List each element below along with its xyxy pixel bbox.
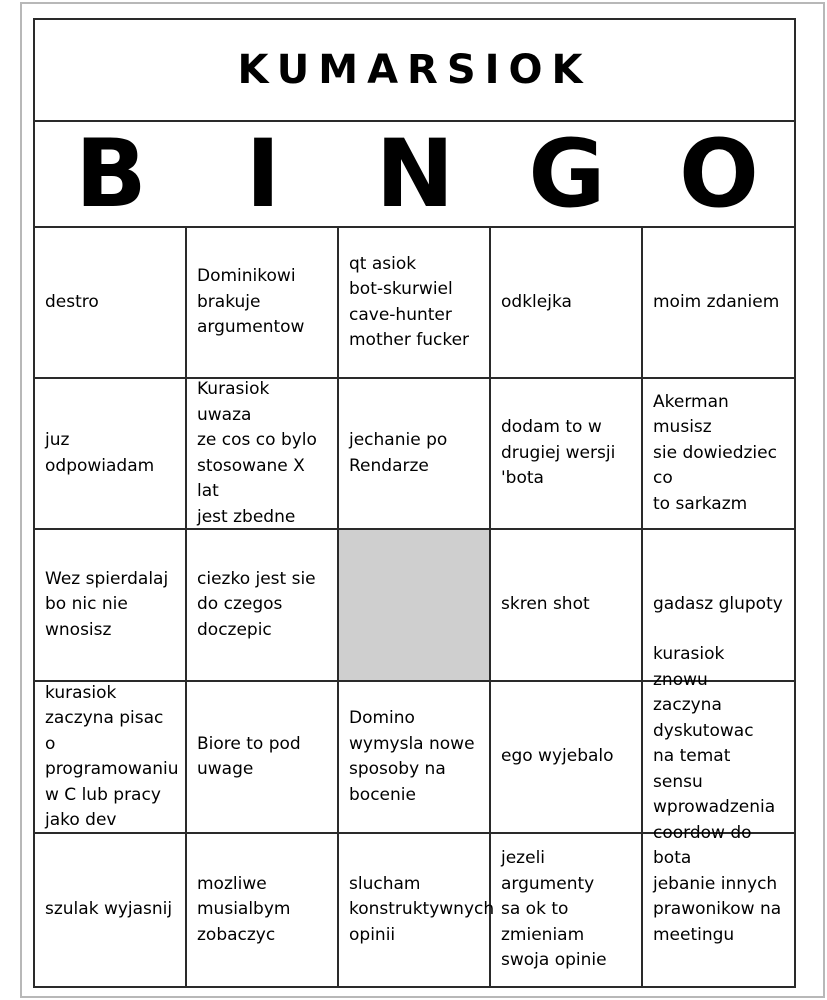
- bingo-cell-text: ego wyjebalo: [501, 746, 614, 767]
- bingo-board: [33, 18, 796, 988]
- bingo-cell-text: dodam to w drugiej wersji 'bota: [501, 417, 616, 489]
- bingo-cell-text: juz odpowiadam: [45, 430, 155, 476]
- letter-n: N: [375, 120, 455, 229]
- bingo-cell[interactable]: [339, 834, 495, 986]
- bingo-cell-text: slucham konstruktywnych opinii: [349, 873, 495, 945]
- bingo-cell-text: jebanie innych prawonikow na meetingu: [653, 873, 782, 945]
- bingo-cell-text: Wez spierdalaj bo nic nie wnosisz: [45, 568, 169, 640]
- board-title: KUMARSIOK: [237, 47, 592, 93]
- bingo-cell-text: odklejka: [501, 291, 572, 312]
- bingo-cell[interactable]: [643, 228, 794, 379]
- bingo-cell[interactable]: [187, 530, 339, 682]
- bingo-cell-text: kurasiok znowu zaczyna dyskutowac na temat sensu wprowadzenia coordow do bota: [653, 644, 776, 869]
- bingo-cell-text: skren shot: [501, 594, 590, 615]
- bingo-cell-text: mozliwe musialbym zobaczyc: [197, 873, 291, 945]
- bingo-cell-text: ciezko jest sie do czegos doczepic: [197, 568, 316, 640]
- letter-o: O: [679, 120, 759, 229]
- bingo-cell[interactable]: [491, 834, 643, 986]
- bingo-cell[interactable]: [187, 228, 339, 379]
- bingo-cell-text: Kurasiok uwaza ze cos co bylo stosowane X lat jest zbedne: [197, 379, 317, 527]
- bingo-cell-text: Dominikowi brakuje argumentow: [197, 266, 305, 338]
- bingo-cell[interactable]: [339, 379, 491, 530]
- bingo-cell[interactable]: [35, 379, 187, 530]
- letter-g: G: [528, 120, 606, 229]
- bingo-cell[interactable]: [35, 834, 187, 986]
- bingo-cell-text: gadasz glupoty: [653, 594, 783, 615]
- bingo-cell-text: Biore to pod uwage: [197, 733, 301, 779]
- bingo-cell[interactable]: [187, 682, 339, 834]
- bingo-cell[interactable]: [35, 228, 187, 379]
- bingo-cell-text: jezeli argumenty sa ok to zmieniam swoja opinie: [501, 848, 607, 971]
- bingo-cell[interactable]: [643, 834, 794, 986]
- bingo-cell-text: moim zdaniem: [653, 291, 780, 312]
- bingo-cell-text: szulak wyjasnij: [45, 899, 173, 920]
- bingo-cell[interactable]: [187, 834, 339, 986]
- letter-b: B: [75, 120, 147, 229]
- bingo-cell[interactable]: [491, 682, 643, 834]
- bingo-grid: [35, 228, 794, 986]
- bingo-letters-row: [35, 122, 794, 228]
- letter-i: I: [245, 120, 281, 229]
- bingo-cell[interactable]: [643, 379, 794, 530]
- free-space-cell[interactable]: [339, 530, 491, 682]
- bingo-cell[interactable]: [643, 644, 794, 869]
- bingo-cell[interactable]: [491, 228, 643, 379]
- title-row: [35, 20, 794, 122]
- bingo-cell[interactable]: [339, 228, 491, 379]
- bingo-cell-text: jechanie po Rendarze: [349, 430, 448, 476]
- bingo-cell-text: Domino wymysla nowe sposoby na bocenie: [349, 708, 475, 805]
- bingo-cell[interactable]: [35, 682, 187, 834]
- bingo-cell[interactable]: [339, 682, 491, 834]
- bingo-cell-text: qt asiok bot-skurwiel cave-hunter mother fucker: [349, 253, 470, 350]
- bingo-cell[interactable]: [491, 379, 643, 530]
- bingo-cell-text: kurasiok zaczyna pisac o programowaniu w C lub pracy jako dev: [45, 682, 179, 830]
- bingo-cell[interactable]: [187, 379, 339, 530]
- bingo-cell-text: destro: [45, 291, 99, 312]
- bingo-cell-text: Akerman musisz sie dowiedziec co to sarkazm: [653, 391, 777, 514]
- bingo-cell[interactable]: [491, 530, 643, 682]
- bingo-cell[interactable]: [35, 530, 187, 682]
